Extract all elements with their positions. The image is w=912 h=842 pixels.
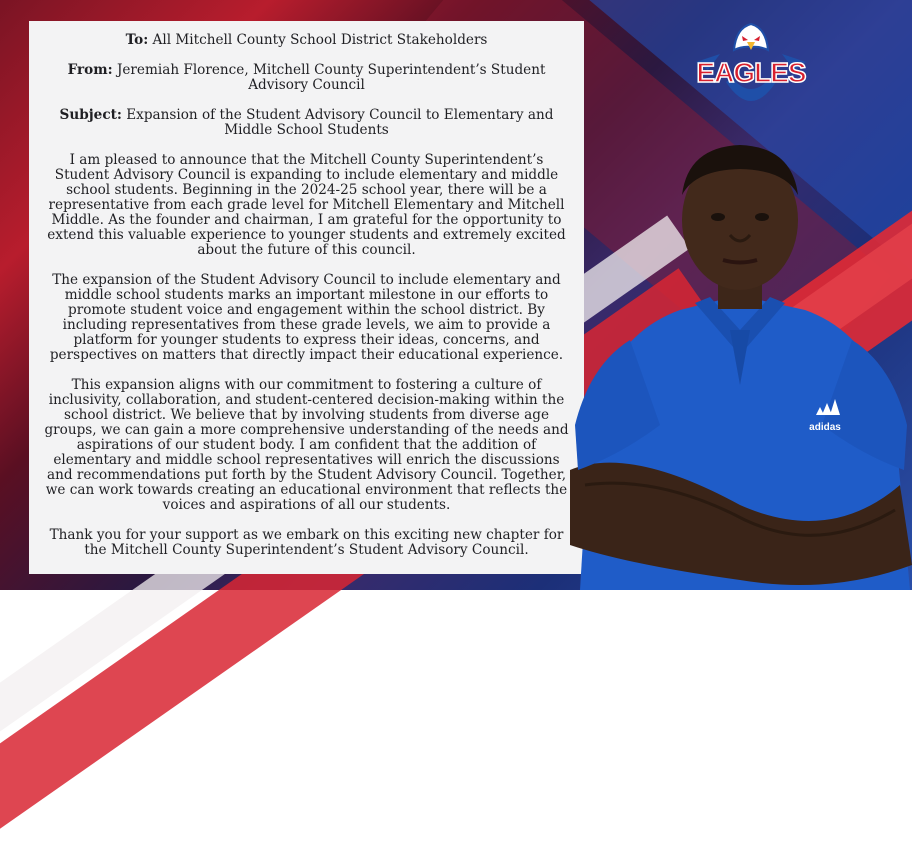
memo-paragraph-4: Thank you for your support as we embark on this exciting new chapter for the Mitchell County Superintendent’s Student Advisory Council. xyxy=(49,527,564,558)
memo-paragraph-1: I am pleased to announce that the Mitchell County Superintendent’s Student Advisory Council is expanding to include elementary and middle school students. Beginning in the 2024-25 school year, there will be a representative from each grade level for Mitchell Elementary and Mitchell Middle. As the founder and chairman, I am grateful for the opportunity to extend this valuable experience to younger students and extremely excited about the future of this council. xyxy=(47,152,566,258)
memo-subject-value: Expansion of the Student Advisory Council to Elementary and Middle School Students xyxy=(126,107,554,138)
memo-from-label: From: xyxy=(67,62,113,78)
memo-subject xyxy=(43,108,570,138)
eagles-logo xyxy=(686,20,816,116)
eagles-logo-text: EAGLES xyxy=(696,57,806,88)
memo-paragraph-3: This expansion aligns with our commitment to fostering a culture of inclusivity, collaboration, and student-centered decision-making within the school district. We believe that by involving students from diverse age groups, we can gain a more comprehensive understanding of the needs and aspirations of our student body. I am confident that the addition of elementary and middle school representatives will enrich the discussions and recommendations put forth by the Student Advisory Council. Together, we can work towards creating an educational environment that reflects the voices and aspirations of all our students. xyxy=(44,377,569,513)
memo-from xyxy=(43,63,570,93)
memo-to-label: To: xyxy=(125,32,149,48)
memo-letter xyxy=(29,21,584,574)
memo-to-value: All Mitchell County School District Stakeholders xyxy=(152,32,488,48)
memo-subject-label: Subject: xyxy=(59,107,122,123)
memo-paragraph-2: The expansion of the Student Advisory Council to include elementary and middle school students marks an important milestone in our efforts to promote student voice and engagement within the school district. By including representatives from these grade levels, we aim to provide a platform for younger students to express their ideas, concerns, and perspectives on matters that directly impact their educational experience. xyxy=(49,272,564,363)
memo-to xyxy=(43,33,570,48)
student-photo xyxy=(570,125,912,590)
shirt-brand-logo: adidas xyxy=(809,422,841,433)
memo-from-value: Jeremiah Florence, Mitchell County Superintendent’s Student Advisory Council xyxy=(116,62,546,93)
